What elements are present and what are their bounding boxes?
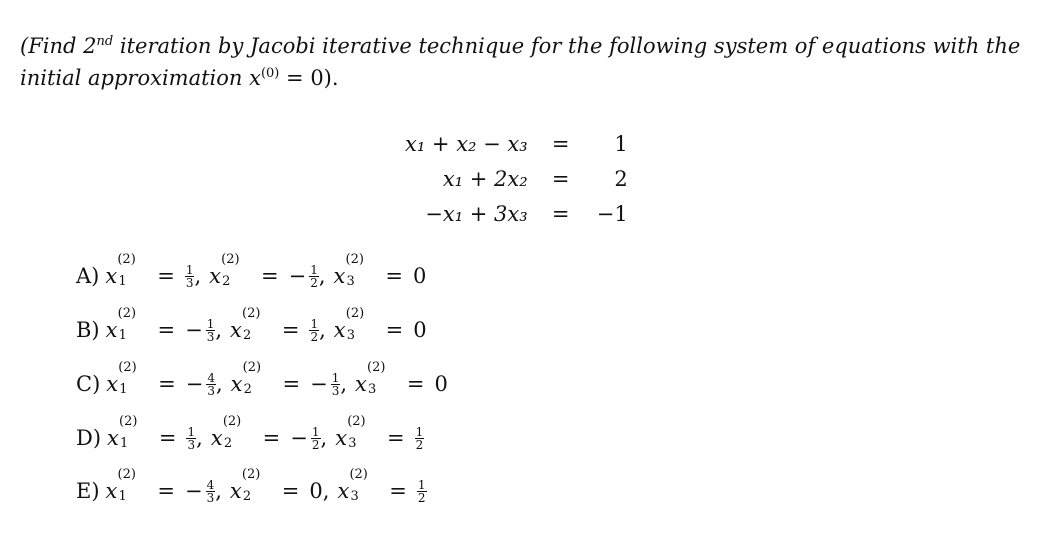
variable-subscript: 1 [118,274,127,289]
iteration-superscript: (2) [349,467,368,482]
fraction-numerator: 1 [185,262,194,277]
fraction [185,264,195,289]
fraction [206,479,216,504]
fraction-numerator: 4 [206,477,215,492]
equals-sign: = [260,264,279,288]
fraction-numerator: 1 [187,424,196,439]
variable-x2 [209,252,251,289]
initial-approx-var: x [249,66,261,90]
variable-subscript: 3 [348,436,357,451]
value-x3 [413,264,426,288]
value-x1 [185,479,215,504]
iteration-superscript: (2) [367,360,386,375]
value-x3 [415,426,425,451]
problem-text-end: = 0). [279,66,339,90]
comma-separator: , [340,372,348,396]
fraction-numerator: 1 [415,424,424,439]
variable-subscript: 1 [120,436,129,451]
variable-x1 [107,414,149,451]
fraction-denominator: 3 [187,437,196,452]
equals-sign: = [262,426,281,450]
fraction [309,264,319,289]
fraction-denominator: 3 [206,329,215,344]
variable-subscript: 2 [222,274,231,289]
iteration-superscript: (2) [347,414,366,429]
value-x1 [186,372,216,397]
variable-x3 [333,252,376,289]
fraction-numerator: 1 [206,316,215,331]
comma-separator: , [318,264,326,288]
answer-option-c[interactable] [76,360,448,404]
problem-text-start: Find 2 [28,34,97,58]
fraction-denominator: 2 [417,490,426,505]
equals-sign: = [387,426,405,450]
fraction-numerator: 1 [311,424,320,439]
fraction-denominator: 2 [310,275,318,290]
variable-symbol: x [107,426,119,450]
fraction-numerator: 1 [331,370,340,385]
variable-subscript: 3 [346,274,355,289]
minus-sign: − [288,264,307,288]
variable-symbol: x [105,479,118,503]
equals-sign: = [157,318,176,342]
variable-symbol: x [333,264,346,288]
equals-sign: = [158,426,177,450]
fraction-denominator: 2 [415,437,424,452]
iteration-superscript: (2) [241,467,261,482]
initial-approx-superscript: (0) [260,66,280,81]
variable-symbol: x [106,372,119,396]
fraction [206,372,216,397]
comma-separator: , [215,318,223,342]
value-x2 [290,426,320,451]
fraction-denominator: 3 [206,490,215,505]
variable-x3 [337,467,379,504]
iteration-superscript: (2) [242,360,262,375]
value-x2 [309,318,319,343]
variable-x3 [335,414,377,451]
variable-symbol: x [230,372,243,396]
variable-subscript: 1 [118,328,127,343]
equals-sign: = [281,479,300,503]
comma-separator: , [320,426,328,450]
value-x3 [435,372,448,396]
variable-x2 [210,414,253,451]
option-label: C) [76,372,101,396]
comma-separator: , [319,318,326,342]
plain-value: 0 [434,372,448,396]
minus-sign: − [185,372,204,396]
equation-row [405,126,628,161]
iteration-superscript: (2) [221,252,240,267]
variable-subscript: 1 [118,489,127,504]
variable-x2 [229,467,272,504]
value-x2 [309,479,322,503]
equation-rel: = [551,166,570,191]
variable-symbol: x [335,426,348,450]
equation-lhs: x₁ + 2x₂ [442,166,528,191]
minus-sign: − [310,372,328,396]
variable-symbol: x [337,479,350,503]
iteration-superscript: (2) [345,306,365,321]
variable-symbol: x [333,318,346,342]
option-label: A) [76,264,100,288]
variable-x1 [106,360,148,397]
variable-subscript: 2 [243,382,252,397]
equation-row [405,196,628,231]
fraction-denominator: 3 [207,383,215,398]
variable-symbol: x [355,372,367,396]
problem-open-paren: ( [20,34,29,58]
equals-sign: = [158,372,176,396]
option-label: D) [76,426,102,450]
equals-sign: = [157,479,175,503]
iteration-superscript: (2) [118,360,137,375]
fraction-denominator: 3 [185,275,194,290]
fraction-denominator: 2 [311,437,320,452]
value-x2 [310,372,340,397]
comma-separator: , [215,479,222,503]
plain-value: 0 [412,264,427,288]
equation-rel: = [551,131,570,156]
variable-symbol: x [105,318,118,342]
variable-symbol: x [229,479,242,503]
iteration-superscript: (2) [117,306,137,321]
variable-subscript: 3 [368,382,377,397]
equals-sign: = [406,372,425,396]
fraction [417,479,427,504]
fraction [331,372,341,397]
equals-sign: = [157,264,175,288]
fraction [186,426,196,451]
equation-rhs: 2 [614,166,628,191]
comma-separator: , [322,479,330,503]
comma-separator: , [196,426,203,450]
fraction-numerator: 4 [207,370,215,385]
equals-sign: = [282,372,301,396]
option-label: B) [76,318,100,342]
variable-subscript: 1 [119,382,128,397]
comma-separator: , [194,264,202,288]
fraction-numerator: 1 [417,477,426,492]
variable-symbol: x [210,426,223,450]
answer-option-b[interactable] [76,306,427,350]
fraction-numerator: 1 [310,262,318,277]
iteration-superscript: (2) [222,414,242,429]
fraction-numerator: 1 [310,316,319,331]
variable-x1 [105,306,148,343]
value-x2 [289,264,319,289]
variable-x2 [230,360,273,397]
variable-subscript: 2 [243,328,252,343]
ordinal-suffix: nd [96,34,114,49]
equation-rhs: −1 [596,201,628,226]
equals-sign: = [385,264,403,288]
equation-lhs: −x₁ + 3x₃ [425,201,528,226]
value-x1 [185,264,195,289]
iteration-superscript: (2) [117,467,136,482]
fraction [311,426,321,451]
variable-symbol: x [105,264,118,288]
minus-sign: − [184,479,203,503]
plain-value: 0 [413,318,427,342]
answer-option-a[interactable] [76,252,427,296]
fraction [309,318,319,343]
comma-separator: , [215,372,223,396]
iteration-superscript: (2) [117,252,136,267]
variable-x2 [230,306,272,343]
variable-subscript: 2 [223,436,233,451]
value-x1 [185,318,215,343]
answer-option-d[interactable] [76,414,424,458]
variable-x3 [355,360,397,397]
equals-sign: = [281,318,300,342]
variable-subscript: 3 [346,328,356,343]
equation-lhs: x₁ + x₂ − x₃ [405,131,528,156]
plain-value: 0 [309,479,323,503]
minus-sign: − [290,426,308,450]
fraction-denominator: 2 [310,329,319,344]
variable-subscript: 2 [242,489,252,504]
value-x1 [186,426,196,451]
variable-x1 [105,467,148,504]
fraction [206,318,216,343]
answer-option-e[interactable] [76,467,427,511]
equals-sign: = [385,318,404,342]
variable-symbol: x [209,264,221,288]
variable-subscript: 3 [350,489,359,504]
minus-sign: − [185,318,203,342]
fraction [415,426,425,451]
variable-x1 [105,252,147,289]
fraction-denominator: 3 [331,383,340,398]
variable-x3 [333,306,376,343]
equation-rel: = [551,201,570,226]
equals-sign: = [389,479,407,503]
iteration-superscript: (2) [242,306,261,321]
equation-row [405,161,628,196]
equation-rhs: 1 [614,131,628,156]
equation-system [405,126,628,231]
problem-statement [20,28,1025,92]
option-label: E) [76,479,100,503]
iteration-superscript: (2) [119,414,138,429]
value-x3 [417,479,427,504]
problem-text-middle: iteration by Jacobi iterative technique for the following system of equations with the initial approximation [20,34,1021,90]
iteration-superscript: (2) [345,252,364,267]
variable-symbol: x [230,318,242,342]
value-x3 [413,318,426,342]
